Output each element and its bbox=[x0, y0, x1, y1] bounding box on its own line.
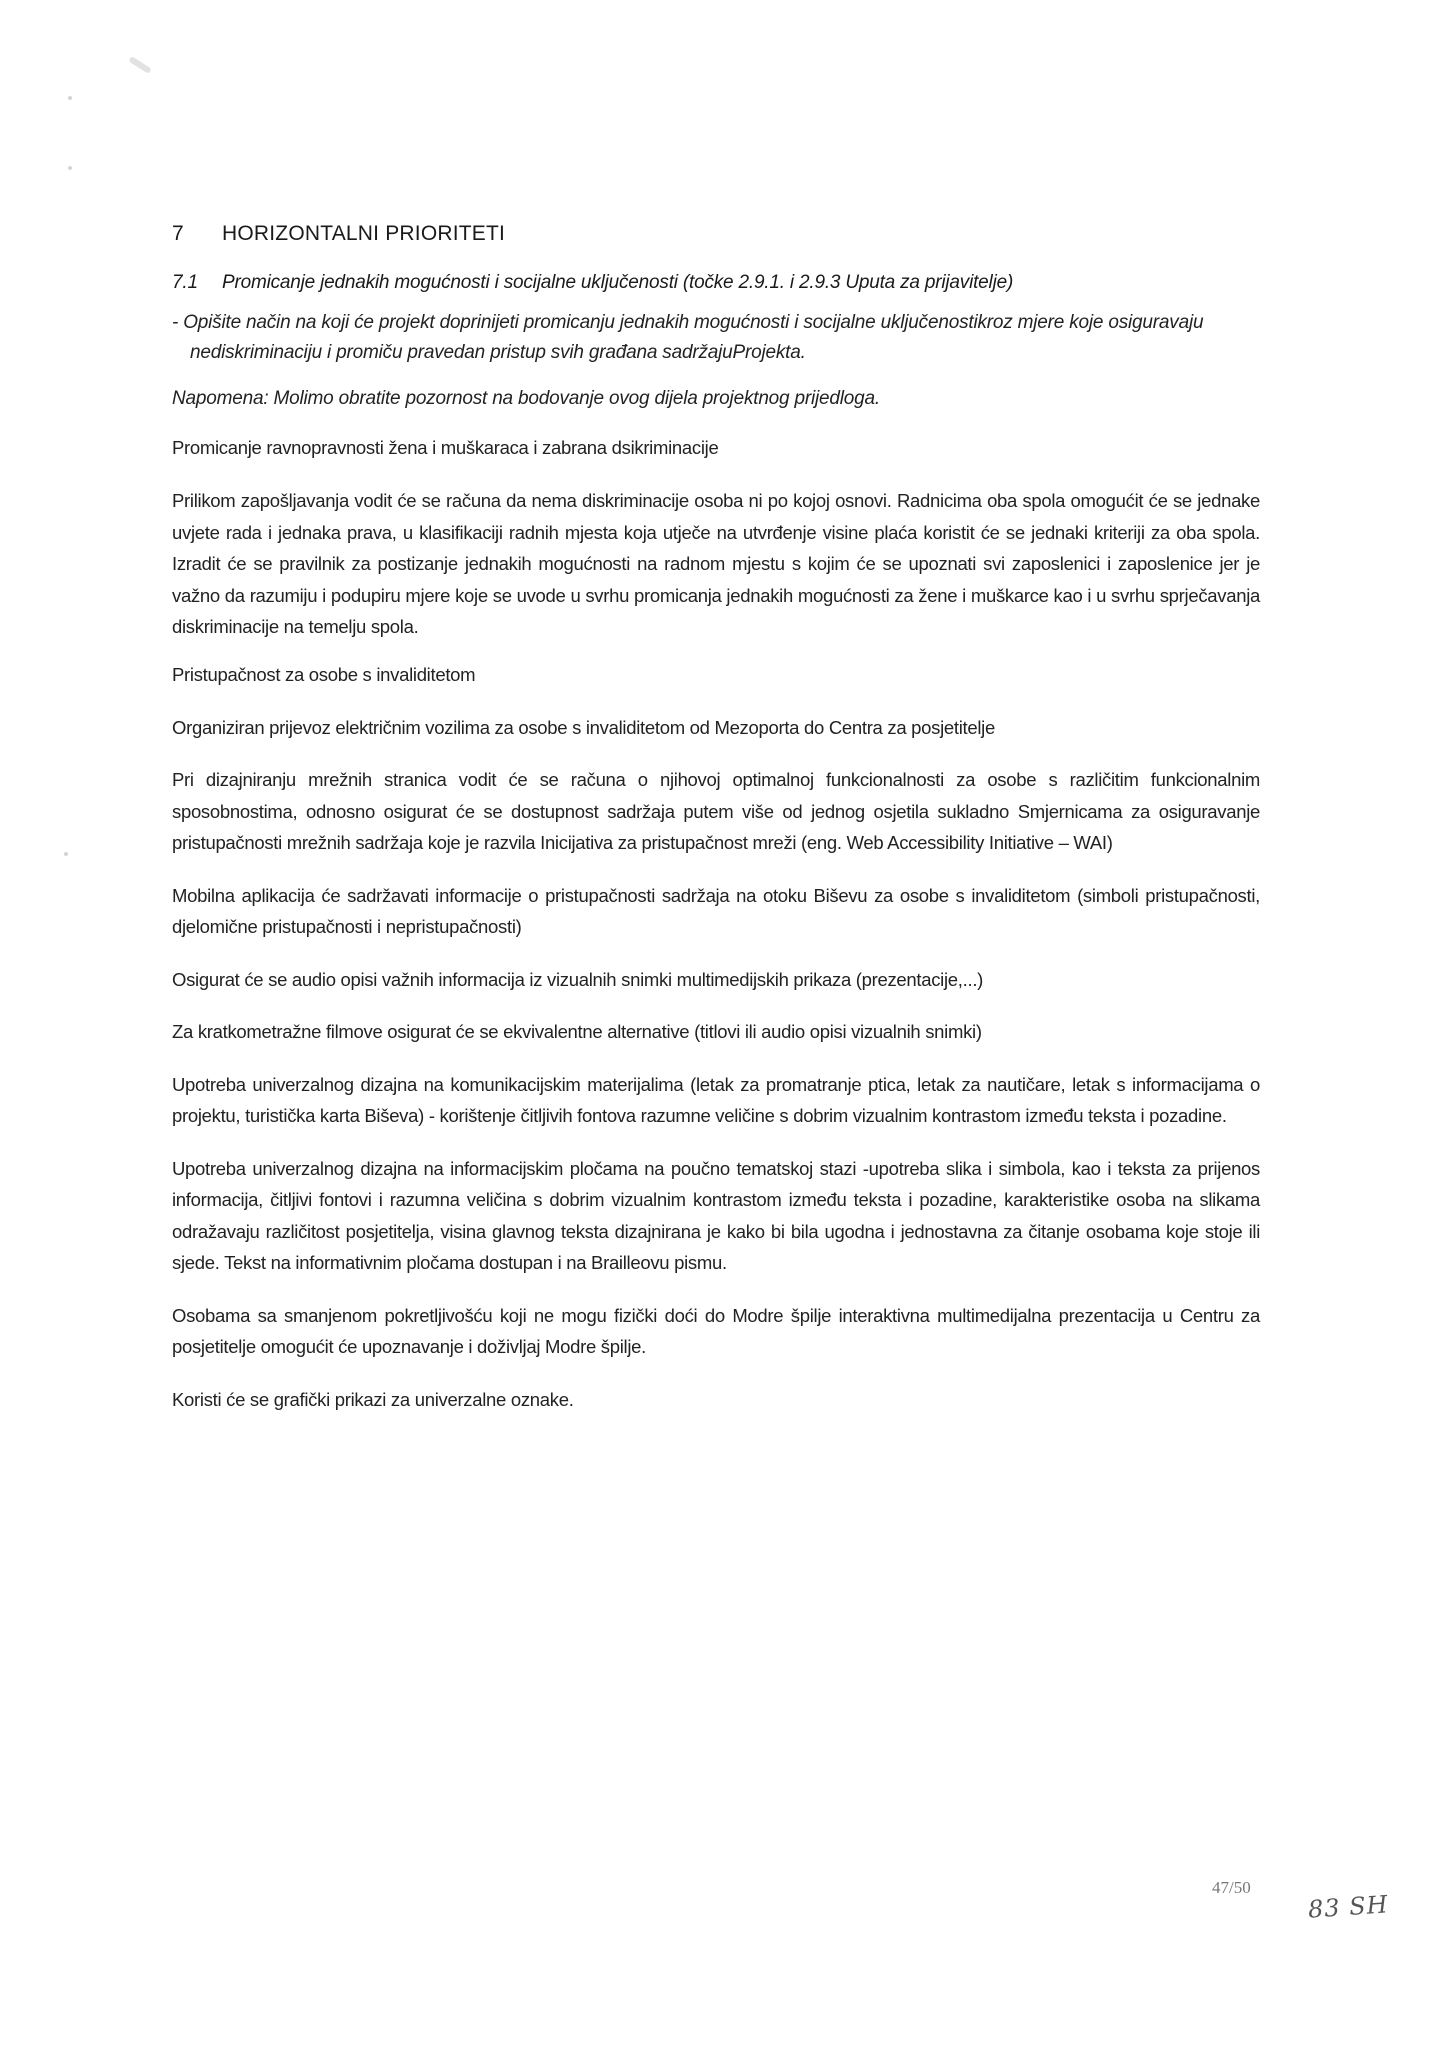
section-title: HORIZONTALNI PRIORITETI bbox=[222, 222, 506, 245]
paragraph: Za kratkometražne filmove osigurat će se ekvivalentne alternative (titlovi ili audio opisi vizualnih snimki) bbox=[172, 1021, 982, 1042]
paragraph: Organiziran prijevoz električnim vozilima za osobe s invaliditetom od Mezoporta do Centra za posjetitelje bbox=[172, 716, 995, 738]
paragraph: Koristi će se grafički prikazi za univerzalne oznake. bbox=[172, 1388, 574, 1410]
paragraph: Mobilna aplikacija će sadržavati informacije o pristupačnosti sadržaja na otoku Biševu za osobe s invaliditetom (simboli pristupačnosti, djelomične pristupačnosti i nepristupačnosti) bbox=[172, 884, 1260, 937]
section-number: 7 bbox=[172, 222, 184, 245]
scan-speck bbox=[68, 96, 72, 100]
document-body bbox=[172, 222, 1260, 1436]
subsection-number: 7.1 bbox=[172, 272, 198, 293]
subsection-heading bbox=[172, 272, 1260, 294]
note-text: Napomena: Molimo obratite pozornost na bodovanje ovog dijela projektnog prijedloga. bbox=[172, 388, 880, 409]
section-heading bbox=[172, 222, 1260, 246]
scan-speck bbox=[64, 852, 68, 856]
subsection-title: Promicanje jednakih mogućnosti i socijalne uključenosti (točke 2.9.1. i 2.9.3 Uputa za prijavitelje) bbox=[222, 272, 1014, 293]
scan-artifact bbox=[128, 56, 152, 74]
paragraph: Upotreba univerzalnog dizajna na informacijskim pločama na poučno tematskoj stazi -upotreba slika i simbola, kao i teksta za prijenos informacija, čitljivi fontovi i razumna veličina s dobrim vizualnim kontrastom između teksta i pozadine, karakteristike osoba na slikama odražavaju različitost posjetitelja, visina glavnog teksta dizajnirana je kako bi bila ugodna i jednostavna za čitanje osobama koje stoje ili sjede. Tekst na informativnim pločama dostupan i na Brailleovu pismu. bbox=[172, 1157, 1260, 1273]
paragraph: Upotreba univerzalnog dizajna na komunikacijskim materijalima (letak za promatranje ptica, letak za nautičare, letak s informacijama o projektu, turistička karta Biševa) - korištenje čitljivih fontova razumne veličine s dobrim vizualnim kontrastom između teksta i pozadine. bbox=[172, 1073, 1260, 1126]
handwritten-annotation: 83 SH bbox=[1307, 1890, 1390, 1924]
subtopic-title: Promicanje ravnopravnosti žena i muškaraca i zabrana dsikriminacije bbox=[172, 437, 719, 458]
paragraph: Prilikom zapošljavanja vodit će se računa da nema diskriminacije osoba ni po kojoj osnovi. Radnicima oba spola omogućit će se jednake uvjete rada i jednaka prava, u klasifikaciji radnih mjesta koja utječe na utvrđenje visine plaća koristit će se jednaki kriteriji za oba spola. Izradit će se pravilnik za postizanje jednakih mogućnosti na radnom mjestu s kojim će se upoznati svi zaposlenici i zaposlenice jer je važno da razumiju i podupiru mjere koje se uvode u svrhu promicanja jednakih mogućnosti za žene i muškarce kao i u svrhu sprječavanja diskriminacije na temelju spola. bbox=[172, 490, 1260, 637]
paragraph: Pri dizajniranju mrežnih stranica vodit će se računa o njihovoj optimalnoj funkcionalnosti za osobe s različitim funkcionalnim sposobnostima, odnosno osigurat će se dostupnost sadržaja putem više od jednog osjetila sukladno Smjernicama za osiguravanje pristupačnosti mrežnih sadržaja koje je razvila Inicijativa za pristupačnost mreži (eng. Web Accessibility Initiative – WAI) bbox=[172, 769, 1260, 853]
subtopic-title: Pristupačnost za osobe s invaliditetom bbox=[172, 663, 476, 685]
instruction-text: - Opišite način na koji će projekt doprinijeti promicanju jednakih mogućnosti i socijalne uključenostikroz mjere koje osiguravaju nediskriminaciju i promiču pravedan pristup svih građana sadržajuProjekta. bbox=[172, 312, 1204, 363]
paragraph: Osigurat će se audio opisi važnih informacija iz vizualnih snimki multimedijskih prikaza (prezentacije,...) bbox=[172, 968, 984, 990]
paragraph: Osobama sa smanjenom pokretljivošću koji ne mogu fizički doći do Modre špilje interaktivna multimedijalna prezentacija u Centru za posjetitelje omogućit će upoznavanje i doživljaj Modre špilje. bbox=[172, 1304, 1260, 1357]
page-number: 47/50 bbox=[1212, 1878, 1251, 1897]
scan-speck bbox=[68, 166, 72, 170]
